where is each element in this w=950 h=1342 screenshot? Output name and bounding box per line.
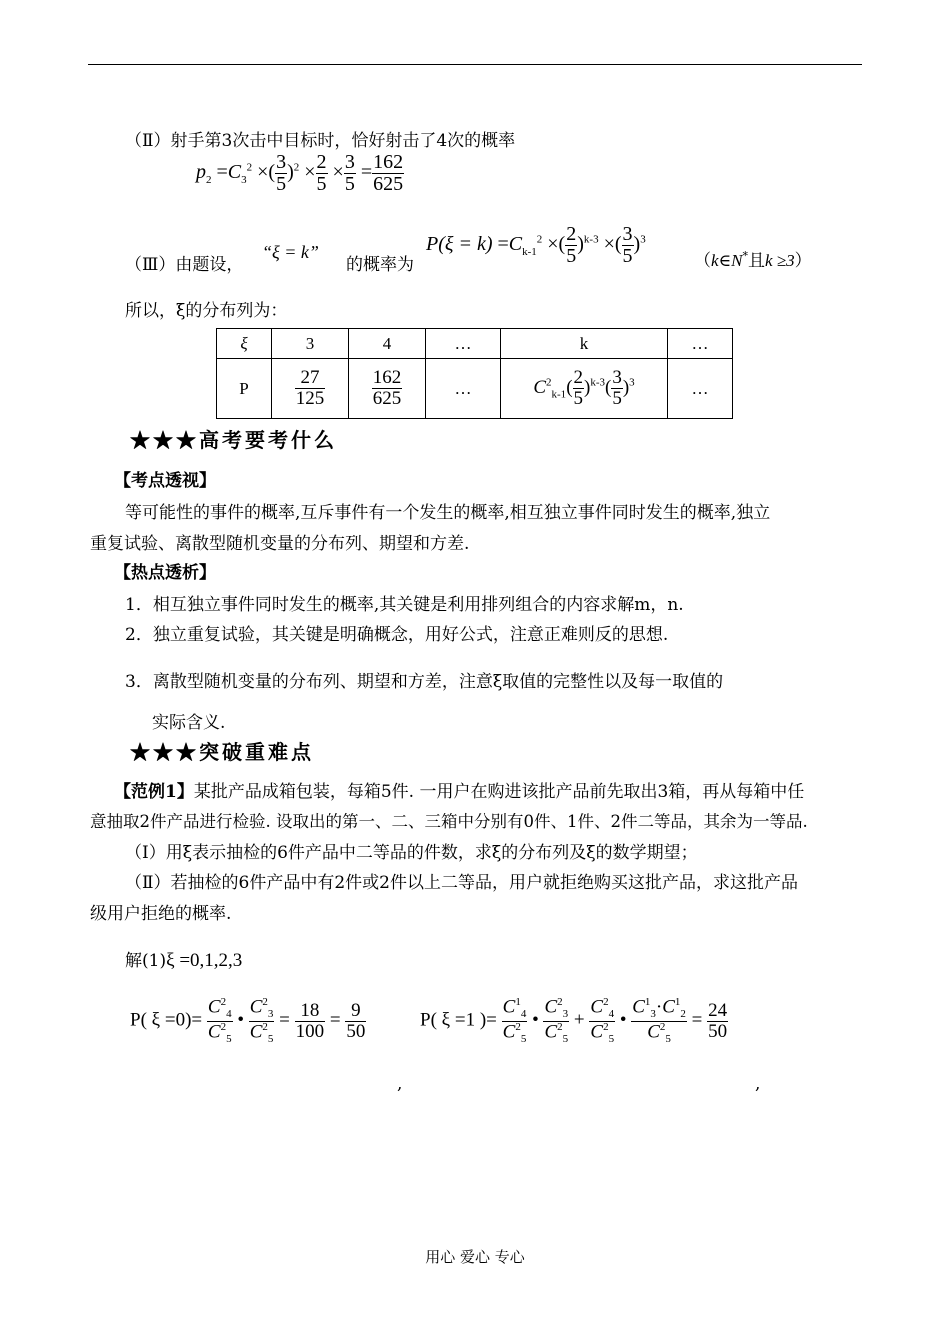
- part3-condition: （k∈N*且k ≥3）: [694, 249, 812, 271]
- question-2-continued: 级用户拒绝的概率.: [90, 904, 232, 924]
- section-title-exam-focus: ★★★高考要考什么: [130, 428, 337, 452]
- header-rule: [88, 64, 862, 65]
- table-cell: $\frac{162}{625}$: [349, 359, 426, 419]
- table-cell: …: [426, 329, 501, 359]
- subheading-hot-points: 【热点透析】: [114, 563, 216, 583]
- example-line: 意抽取2件产品进行检验. 设取出的第一、二、三箱中分别有0件、1件、2件二等品，其余为一等品.: [90, 812, 808, 831]
- example-line: 【范例1】某批产品成箱包装，每箱5件. 一用户在购进该批产品前先取出3箱，再从每箱中任: [114, 782, 805, 802]
- table-cell: …: [668, 329, 733, 359]
- distribution-intro: 所以，ξ的分布列为：: [125, 301, 288, 321]
- part3-prefix: （Ⅲ）由题设，: [125, 255, 244, 275]
- part3-event: “ξ = k”: [262, 242, 319, 262]
- probability-xi-1: P( ξ =1 )= $\frac{C^1_4}{C^2_5}$ • $\frac{C^2_3}{C^2_5}$ + $\frac{C^2_4}{C^2_5}$ • $\frac{C^1_3\cdot C^1_2}{C^2_5}$ = $\frac{24}{50}$: [420, 996, 728, 1045]
- probability-xi-0: P( ξ =0)= $\frac{C^2_4}{C^2_5}$ • $\frac{C^2_3}{C^2_5}$ = $\frac{18}{100}$ = $\frac{9}{50}$: [130, 996, 366, 1045]
- question-1: （Ⅰ）用ξ表示抽检的6件产品中二等品的件数，求ξ的分布列及ξ的数学期望；: [125, 843, 698, 863]
- table-cell: ξ: [217, 329, 272, 359]
- table-cell: k: [501, 329, 668, 359]
- part2-formula: $p_2 =C_3^2$ ×( $\frac{3}{5}$ )$^2$ × $\frac{2}{5}$ × $\frac{3}{5}$ = $\frac{162}{625}$: [196, 151, 404, 195]
- part2-text: （Ⅱ）射手第3次击中目标时，恰好射击了4次的概率: [125, 131, 516, 151]
- part3-mid: 的概率为: [346, 255, 414, 275]
- question-2: （Ⅱ）若抽检的6件产品中有2件或2件以上二等品，用户就拒绝购买这批产品，求这批产品: [125, 873, 799, 893]
- comma-mark: ,: [755, 1074, 761, 1094]
- table-cell: …: [426, 359, 501, 419]
- table-cell: $C^2_{k-1}$( $\frac{2}{5}$ )$^{k-3}$( $\frac{3}{5}$ )$^3$: [501, 359, 668, 419]
- table-cell: 3: [272, 329, 349, 359]
- section-title-key-difficulties: ★★★突破重难点: [130, 740, 314, 764]
- list-item: 1．相互独立事件同时发生的概率,其关键是利用排列组合的内容求解m，n.: [125, 595, 684, 615]
- table-cell: P: [217, 359, 272, 419]
- page-footer: 用心 爱心 专心: [425, 1248, 525, 1266]
- distribution-table: [216, 328, 733, 419]
- comma-mark: ,: [397, 1074, 403, 1094]
- paragraph-line: 重复试验、离散型随机变量的分布列、期望和方差.: [90, 534, 470, 554]
- solution-line: 解(1)ξ =0,1,2,3: [125, 950, 243, 971]
- part3-formula: $P(\xi = k) =C_{k-1}^2$ ×( $\frac{2}{5}$ )$^{k-3}$ ×( $\frac{3}{5}$ )$^3$: [426, 223, 646, 267]
- table-row: [217, 329, 733, 359]
- subheading-key-points: 【考点透视】: [114, 471, 216, 491]
- list-item: 2．独立重复试验，其关键是明确概念，用好公式，注意正难则反的思想.: [125, 625, 669, 645]
- table-cell: 4: [349, 329, 426, 359]
- table-cell: …: [668, 359, 733, 419]
- table-row: [217, 359, 733, 419]
- paragraph-line: 等可能性的事件的概率,互斥事件有一个发生的概率,相互独立事件同时发生的概率,独立: [125, 503, 771, 523]
- list-item-continued: 实际含义.: [152, 713, 226, 733]
- table-cell: $\frac{27}{125}$: [272, 359, 349, 419]
- list-item: 3．离散型随机变量的分布列、期望和方差，注意ξ取值的完整性以及每一取值的: [125, 672, 724, 692]
